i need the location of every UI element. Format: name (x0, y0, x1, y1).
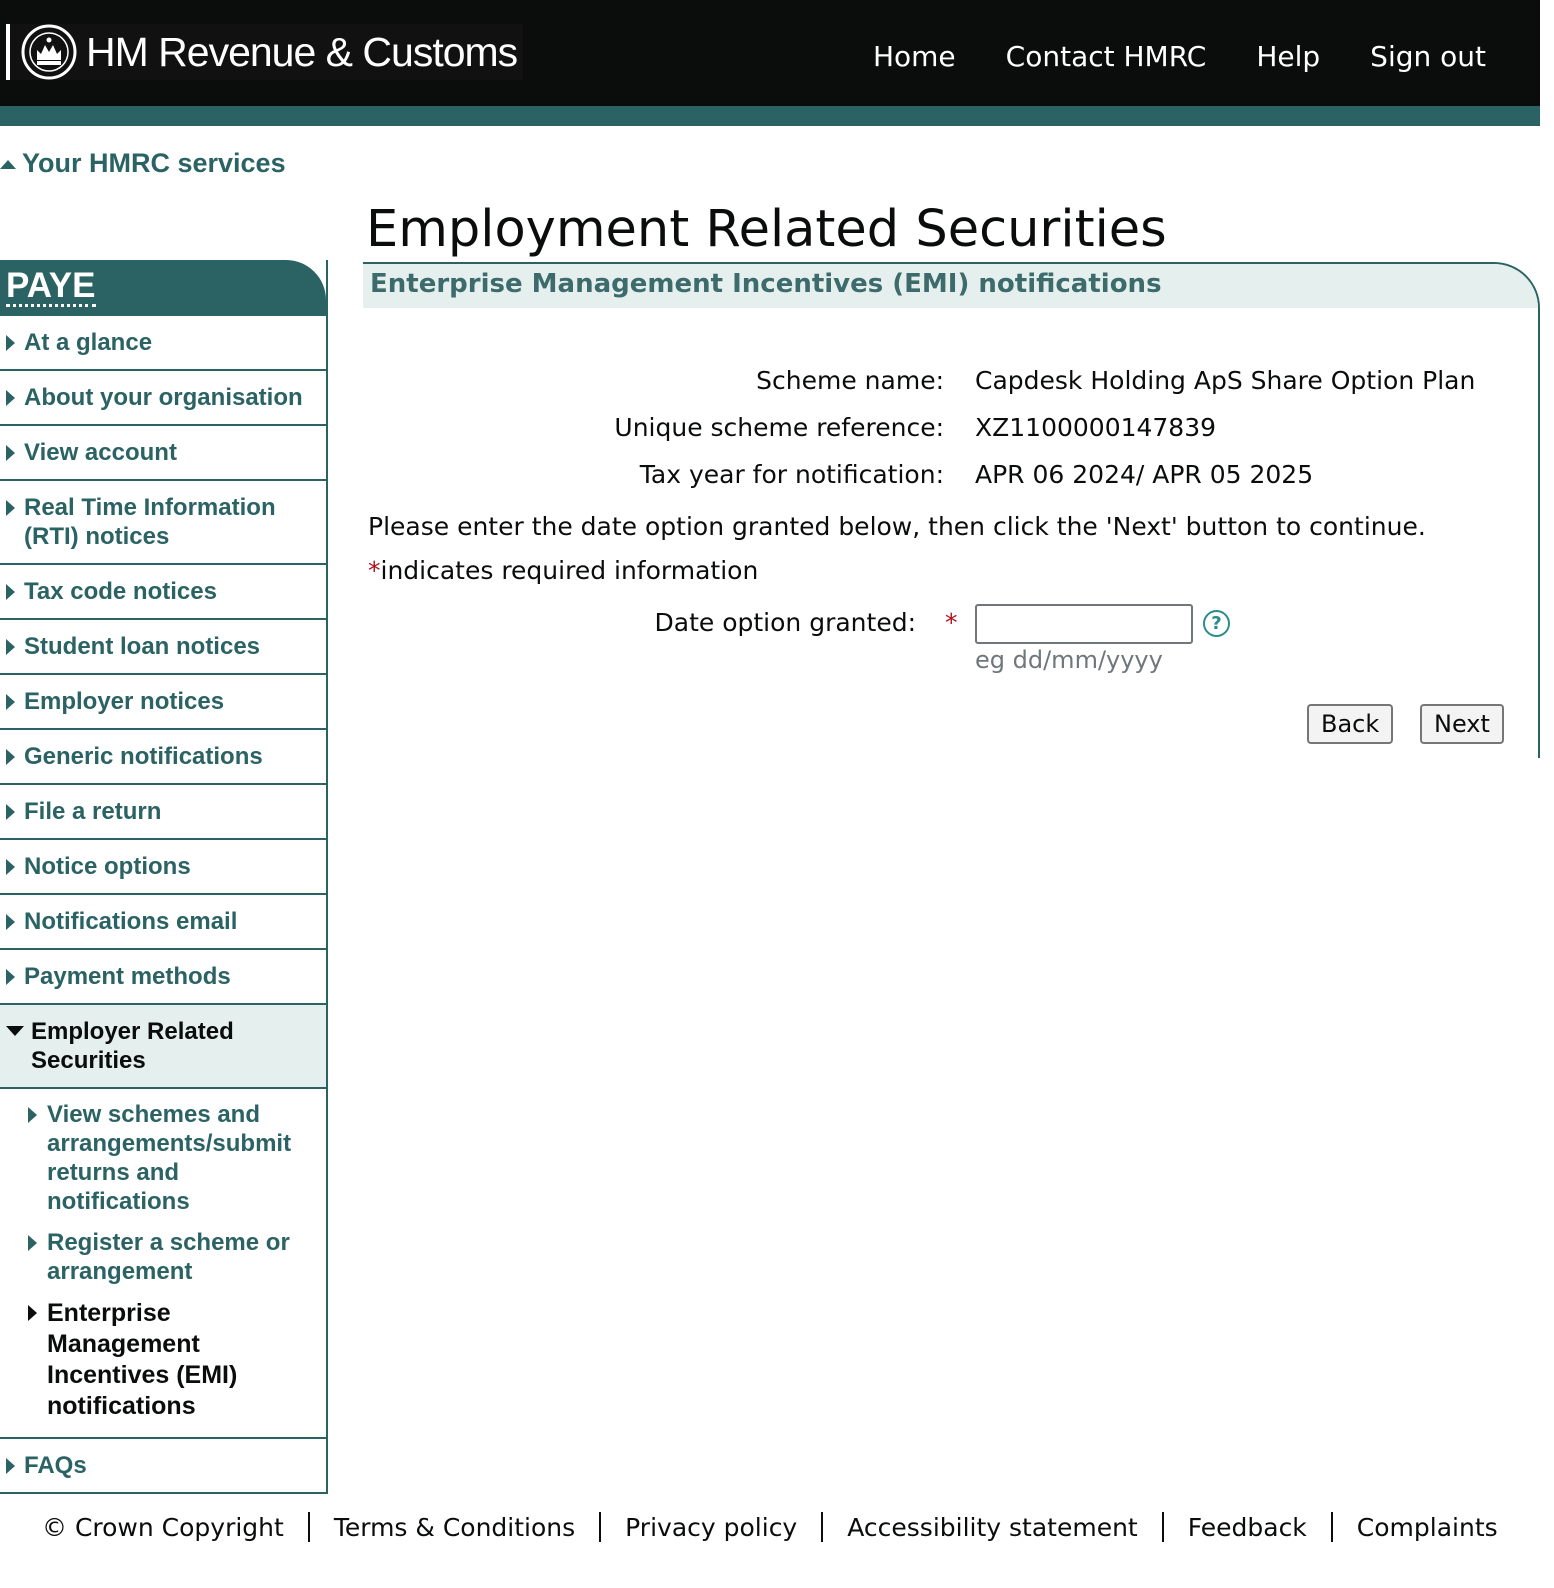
site-footer (42, 1512, 1498, 1542)
triangle-right-icon (6, 335, 15, 351)
help-icon[interactable]: ? (1203, 610, 1230, 637)
sidebar-item-payment-methods[interactable] (0, 950, 326, 1005)
footer-privacy-link[interactable]: Privacy policy (625, 1512, 798, 1542)
triangle-right-icon (6, 859, 15, 875)
triangle-right-icon (6, 969, 15, 985)
date-option-input[interactable] (975, 604, 1193, 644)
sidebar-item-generic-notifications[interactable] (0, 730, 326, 785)
page-title: Employment Related Securities (366, 200, 1167, 259)
sidebar-item-at-a-glance[interactable] (0, 316, 326, 371)
sidebar-item-label: At a glance (24, 329, 153, 356)
sidebar-item-label: Payment methods (24, 963, 231, 990)
sidebar-item-label: Employer Related Securities (31, 1018, 234, 1074)
triangle-right-icon (6, 584, 15, 600)
triangle-right-icon (6, 1458, 15, 1474)
sidebar (0, 260, 328, 1494)
emi-notification-panel (363, 262, 1540, 758)
sidebar-sub-item-register-scheme[interactable] (0, 1225, 326, 1295)
footer-feedback-link[interactable]: Feedback (1187, 1512, 1307, 1542)
footer-accessibility-link[interactable]: Accessibility statement (847, 1512, 1138, 1542)
your-hmrc-services-label: Your HMRC services (22, 148, 286, 178)
sidebar-item-tax-code-notices[interactable] (0, 565, 326, 620)
back-button[interactable]: Back (1307, 704, 1393, 744)
required-star: * (368, 556, 381, 585)
sidebar-item-label: Student loan notices (24, 633, 261, 660)
your-hmrc-services-link[interactable] (0, 148, 286, 179)
scheme-reference-label: Unique scheme reference: (614, 413, 944, 442)
triangle-right-icon (6, 694, 15, 710)
triangle-right-icon (6, 445, 15, 461)
sidebar-item-label: About your organisation (24, 384, 303, 411)
sidebar-item-notifications-email[interactable] (0, 895, 326, 950)
triangle-down-icon (6, 1026, 24, 1036)
instruction-text: Please enter the date option granted below, then click the 'Next' button to continue. (368, 512, 1426, 541)
sidebar-sub-item-view-schemes[interactable] (0, 1097, 326, 1225)
sidebar-sub-item-emi-notifications[interactable] (0, 1295, 326, 1431)
tax-year-label: Tax year for notification: (639, 460, 944, 489)
nav-home-link[interactable]: Home (872, 40, 956, 73)
nav-contact-hmrc-link[interactable]: Contact HMRC (1005, 40, 1207, 73)
sidebar-item-student-loan-notices[interactable] (0, 620, 326, 675)
sidebar-sub-item-label: Enterprise Management Incentives (EMI) notifications (47, 1299, 238, 1420)
next-button[interactable]: Next (1420, 704, 1504, 744)
top-navigation (873, 40, 1486, 73)
triangle-up-icon (0, 160, 16, 169)
scheme-name-label: Scheme name: (756, 366, 944, 395)
required-note (368, 556, 758, 585)
sidebar-item-about-your-organisation[interactable] (0, 371, 326, 426)
logo-divider (6, 24, 10, 80)
sidebar-item-label: Employer notices (24, 688, 225, 715)
sidebar-item-view-account[interactable] (0, 426, 326, 481)
date-format-hint: eg dd/mm/yyyy (975, 646, 1163, 674)
footer-divider (821, 1512, 823, 1542)
scheme-name-value: Capdesk Holding ApS Share Option Plan (975, 366, 1476, 395)
triangle-right-icon (28, 1305, 37, 1321)
sidebar-item-employer-related-securities[interactable] (0, 1005, 326, 1089)
footer-divider (599, 1512, 601, 1542)
crown-crest-icon (20, 23, 78, 81)
sidebar-item-label: Notifications email (24, 908, 238, 935)
sidebar-item-employer-notices[interactable] (0, 675, 326, 730)
panel-title: Enterprise Management Incentives (EMI) notifications (363, 264, 1538, 308)
triangle-right-icon (6, 914, 15, 930)
triangle-right-icon (6, 749, 15, 765)
logo-text: HM Revenue & Customs (86, 28, 518, 75)
sidebar-item-label: Generic notifications (24, 743, 263, 770)
sidebar-item-label: Real Time Information (RTI) notices (24, 494, 276, 550)
sidebar-header (0, 260, 326, 316)
sidebar-sub-list (0, 1089, 326, 1439)
footer-divider (1331, 1512, 1333, 1542)
triangle-right-icon (6, 390, 15, 406)
triangle-right-icon (6, 804, 15, 820)
nav-sign-out-link[interactable]: Sign out (1370, 40, 1486, 73)
sidebar-item-rti-notices[interactable] (0, 481, 326, 565)
site-header (0, 0, 1540, 106)
sidebar-item-label: Notice options (24, 853, 191, 880)
footer-complaints-link[interactable]: Complaints (1356, 1512, 1498, 1542)
sidebar-item-label: Tax code notices (24, 578, 217, 605)
sidebar-item-notice-options[interactable] (0, 840, 326, 895)
triangle-right-icon (6, 639, 15, 655)
sidebar-title-paye[interactable]: PAYE (6, 266, 96, 305)
required-note-text: indicates required information (380, 556, 759, 585)
triangle-right-icon (6, 500, 15, 516)
footer-divider (1162, 1512, 1164, 1542)
triangle-right-icon (28, 1235, 37, 1251)
scheme-reference-value: XZ1100000147839 (975, 413, 1217, 442)
date-required-star: * (945, 608, 958, 637)
sidebar-item-file-a-return[interactable] (0, 785, 326, 840)
sidebar-item-label: File a return (24, 798, 162, 825)
hmrc-logo[interactable] (6, 24, 523, 80)
footer-terms-link[interactable]: Terms & Conditions (333, 1512, 576, 1542)
footer-divider (308, 1512, 310, 1542)
sidebar-item-label: FAQs (24, 1452, 87, 1479)
tax-year-value: APR 06 2024/ APR 05 2025 (975, 460, 1314, 489)
sidebar-sub-item-label: Register a scheme or arrangement (47, 1229, 290, 1285)
header-band (0, 106, 1540, 126)
triangle-right-icon (28, 1107, 37, 1123)
sidebar-sub-item-label: View schemes and arrangements/submit returns and notifications (47, 1101, 292, 1215)
footer-crown-copyright[interactable]: © Crown Copyright (42, 1512, 284, 1542)
date-option-label: Date option granted: (654, 608, 916, 637)
sidebar-item-label: View account (24, 439, 177, 466)
sidebar-item-faqs[interactable] (0, 1439, 326, 1492)
nav-help-link[interactable]: Help (1256, 40, 1321, 73)
